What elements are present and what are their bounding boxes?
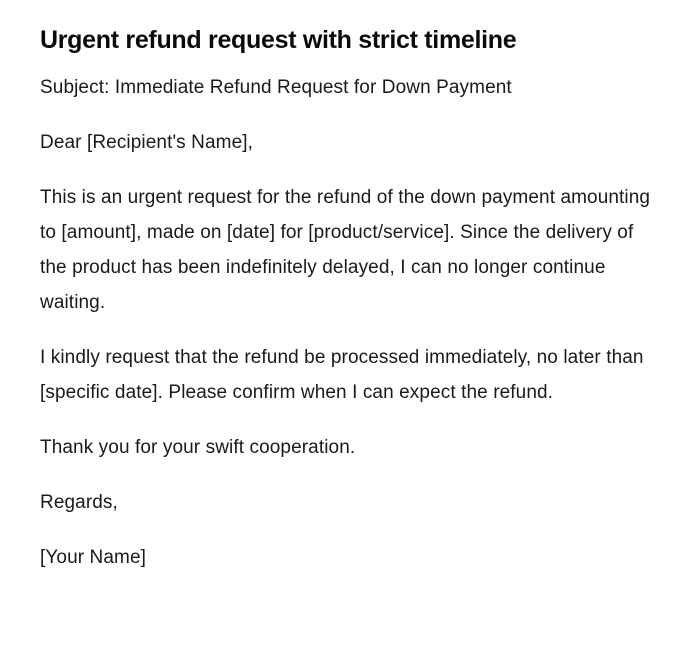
body-paragraph-2: I kindly request that the refund be processed immediately, no later than [specific date]. Please confirm when I can expect the refund.: [40, 347, 644, 403]
thanks-line: Thank you for your swift cooperation.: [40, 437, 356, 458]
body-paragraph-1: This is an urgent request for the refund of the down payment amounting to [amount], made on [date] for [product/service]. Since the delivery of the product has been indefinitely delayed, I can no longer continue waiting.: [40, 187, 651, 313]
closing-line: Regards,: [40, 492, 118, 513]
signature-line: [Your Name]: [40, 547, 147, 568]
document-title: Urgent refund request with strict timeline: [40, 26, 517, 54]
salutation: Dear [Recipient's Name],: [40, 132, 253, 153]
subject-line: Subject: Immediate Refund Request for Down Payment: [40, 77, 512, 98]
